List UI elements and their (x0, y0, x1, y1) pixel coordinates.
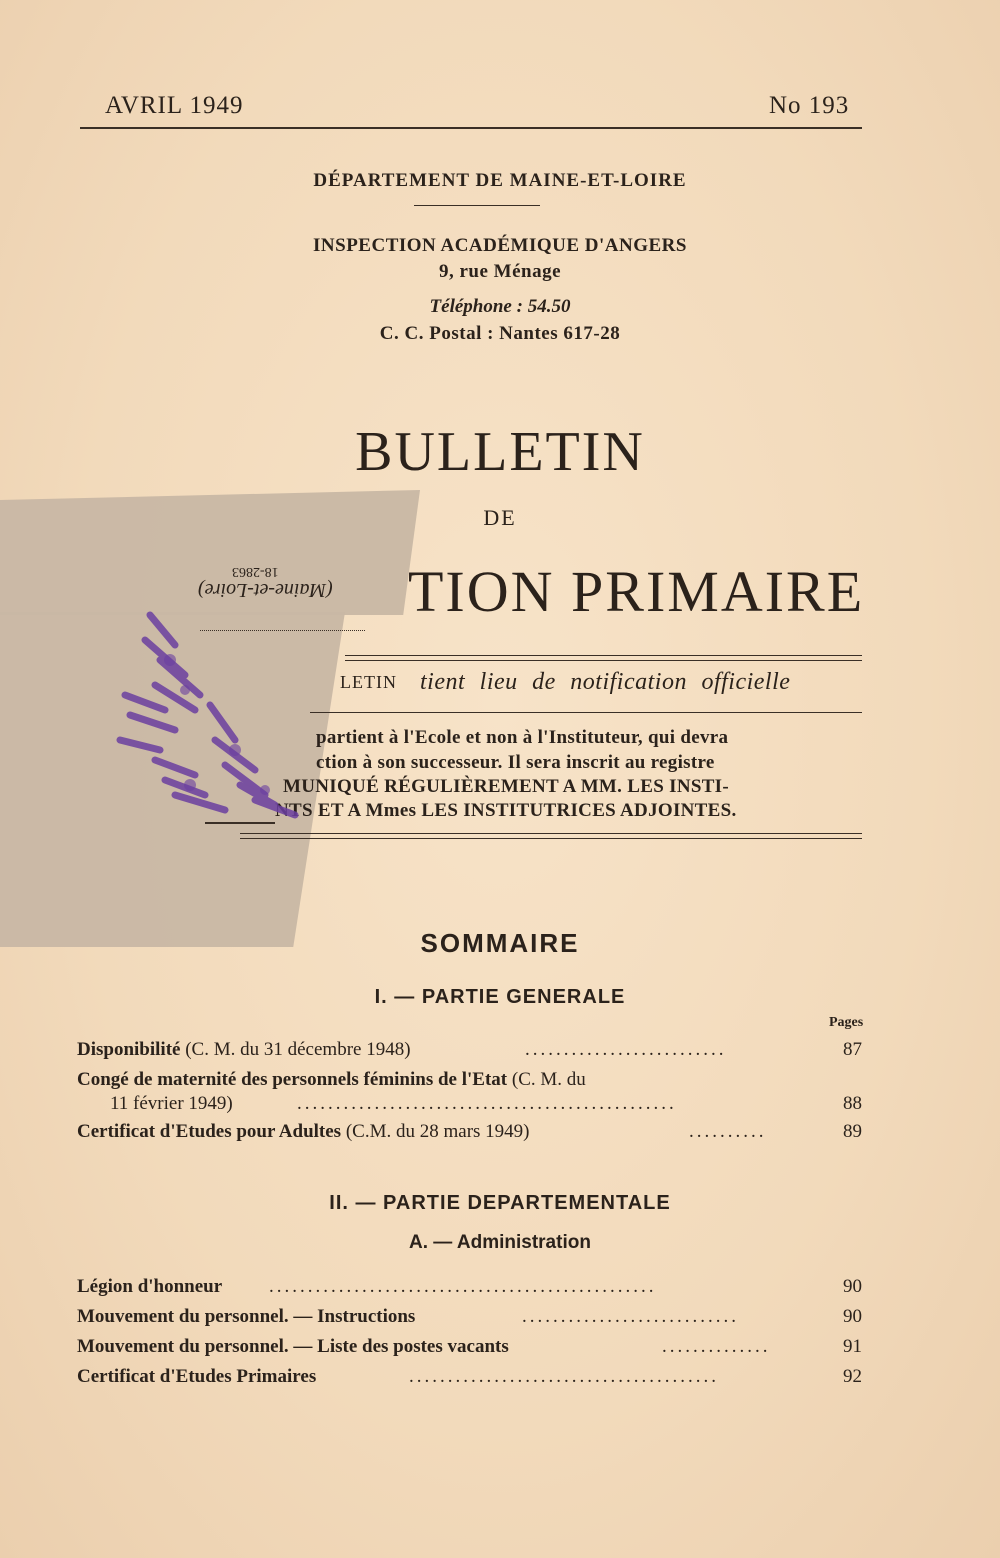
part2-heading: II. — PARTIE DEPARTEMENTALE (329, 1192, 671, 1214)
toc-item-label: Certificat d'Etudes pour Adultes (77, 1121, 342, 1142)
toc-item-label: Congé de maternité des personnels féminins de l'Etat (77, 1069, 508, 1090)
sommaire-title: SOMMAIRE (420, 928, 580, 958)
toc-leader-dots: .............. (662, 1336, 771, 1357)
toc-item-certificat-adultes[interactable] (77, 1120, 862, 1146)
department-rule (414, 205, 540, 206)
pages-label: Pages (829, 1015, 864, 1030)
part2-subheading: A. — Administration (409, 1232, 591, 1253)
department-name: DÉPARTEMENT DE MAINE-ET-LOIRE (313, 170, 687, 191)
toc-item-page: 91 (843, 1336, 862, 1357)
part1-heading: I. — PARTIE GENERALE (374, 986, 626, 1008)
mirrored-stamp-code: 18-2863 (232, 564, 279, 579)
toc-item-certificat-primaires[interactable] (77, 1365, 862, 1391)
bulletin-de: DE (483, 505, 517, 530)
toc-item-page: 88 (843, 1093, 862, 1114)
issue-number: No 193 (769, 92, 850, 119)
toc-leader-dots: .......................... (525, 1039, 727, 1060)
toc-item-label: Légion d'honneur (77, 1276, 223, 1297)
notice-para-2: ction à son successeur. Il sera inscrit au registre (316, 752, 715, 773)
violet-stamp-mark (115, 600, 315, 830)
toc-leader-dots: ........................................ (409, 1366, 719, 1387)
toc-item-page: 89 (843, 1121, 862, 1142)
inspection-name: INSPECTION ACADÉMIQUE D'ANGERS (313, 235, 687, 256)
bulletin-title: BULLETIN (355, 421, 645, 483)
bulletin-subtitle: TION PRIMAIRE (408, 559, 865, 624)
toc-item-page: 90 (843, 1306, 862, 1327)
toc-item-mouvement-postes-vacants[interactable] (77, 1335, 862, 1361)
toc-leader-dots: .................................................. (269, 1276, 657, 1297)
toc-leader-dots: .......... (689, 1121, 767, 1142)
toc-item-legion-honneur[interactable] (77, 1275, 862, 1301)
toc-item-ref: (C.M. du 28 mars 1949) (341, 1121, 530, 1142)
toc-item-ref-cont: 11 février 1949) (110, 1093, 233, 1114)
inspection-postal: C. C. Postal : Nantes 617-28 (379, 323, 621, 344)
inspection-address: 9, rue Ménage (438, 261, 562, 282)
toc-leader-dots: ............................ (522, 1306, 739, 1327)
mirrored-stamp-text: (Maine-et-Loire) (198, 579, 333, 601)
notice-para-4: NTS ET A Mmes LES INSTITUTRICES ADJOINTES. (275, 800, 737, 821)
toc-item-page: 87 (843, 1039, 862, 1060)
notice-rule-top-1 (345, 655, 862, 656)
notice-para-3: MUNIQUÉ RÉGULIÈREMENT A MM. LES INSTI- (283, 776, 730, 797)
notice-rule-mid (310, 712, 862, 713)
toc-item-label: Certificat d'Etudes Primaires (77, 1366, 317, 1387)
issue-date: AVRIL 1949 (105, 92, 244, 119)
toc-item-ref: (C. M. du 31 décembre 1948) (180, 1039, 411, 1060)
toc-item-mouvement-instructions[interactable] (77, 1305, 862, 1331)
toc-item-ref: (C. M. du (507, 1069, 586, 1090)
notice-rule-bottom-2 (240, 838, 862, 839)
stamp-underline (205, 822, 275, 824)
toc-item-label: Mouvement du personnel. — Liste des postes vacants (77, 1336, 509, 1357)
inspection-phone: Téléphone : 54.50 (429, 296, 571, 317)
toc-item-conge-maternite[interactable] (77, 1068, 862, 1118)
notice-para-1: partient à l'Ecole et non à l'Instituteur, qui devra (316, 727, 729, 748)
notice-rule-top-2 (345, 660, 862, 661)
toc-item-disponibilite[interactable] (77, 1038, 862, 1064)
toc-item-label: Disponibilité (77, 1039, 181, 1060)
notice-rule-bottom-1 (240, 833, 862, 834)
toc-leader-dots: ................................................. (297, 1093, 677, 1114)
toc-item-label: Mouvement du personnel. — Instructions (77, 1306, 416, 1327)
notice-prefix: LETIN (340, 672, 397, 692)
toc-item-page: 90 (843, 1276, 862, 1297)
header-rule (80, 127, 862, 129)
toc-item-page: 92 (843, 1366, 862, 1387)
notice-text: tient lieu de notification officielle (420, 669, 791, 695)
